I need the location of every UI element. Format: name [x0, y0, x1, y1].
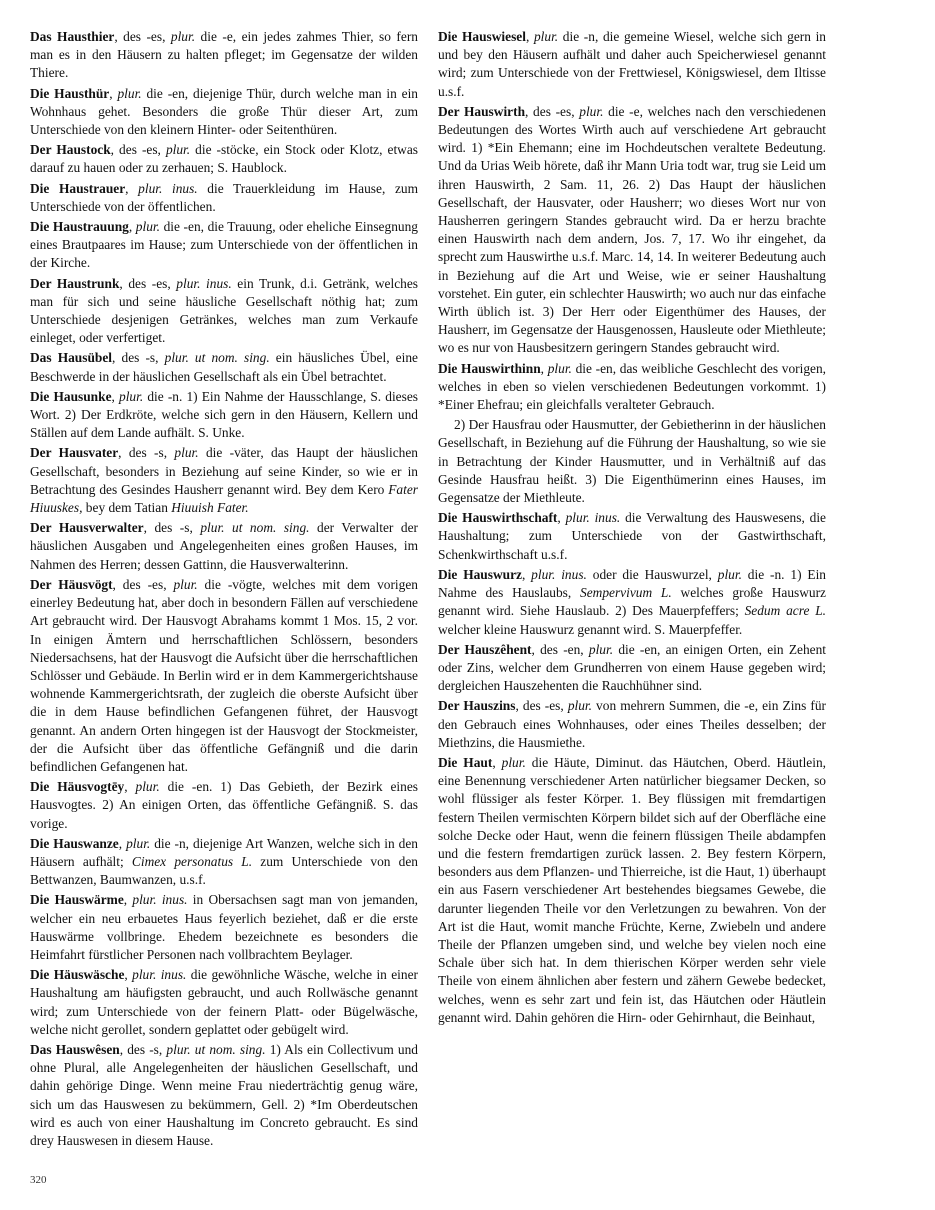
entry-text: die -stöcke, ein Stock oder Klotz, etwas darauf zu hauen oder zu zerhauen; S. Haublock.: [30, 142, 418, 176]
entry-text: , des -es,: [112, 576, 174, 592]
entry-text: 1) Als ein Collectivum und ohne Plural, alle Angelegenheiten der häuslichen Gesellschaft, und dahin gehörige Dinge. Wenn meine Frau niederträchtig genug wäre, sich um das Hauswesen zu bekümmern, Gell. 2) *Im Oberdeutschen wird es auch von einer Haushaltung im Concreto gebraucht. Es sind drey Hauswesen in diesem Hause.: [30, 1041, 418, 1148]
dictionary-entry: [30, 349, 418, 385]
dictionary-entry: [30, 218, 418, 273]
entry-headword: Die Hauswurz: [438, 566, 522, 582]
entry-headword: Die Hauswanze: [30, 835, 119, 851]
dictionary-entry: [30, 180, 418, 216]
entry-text: von mehrern Summen, die -e, ein Zins für den Gebrauch eines Wohnhauses, oder eines Theiles desselben; der Miethzins, die Hausmiethe.: [438, 698, 827, 750]
entry-text: ein häusliches Übel, eine Beschwerde in der häuslichen Gesellschaft als ein Übel betrachtet.: [30, 350, 418, 384]
dictionary-entry: [438, 360, 826, 415]
entry-text: , des -s,: [118, 445, 175, 461]
dictionary-entry: [30, 835, 418, 890]
entry-headword: Der Hausverwalter: [30, 520, 144, 536]
entry-text: ,: [540, 360, 548, 376]
entry-italic-text: plur.: [135, 219, 160, 235]
entry-text: ,: [492, 754, 502, 770]
entry-italic-text: Hiuuish Fater.: [171, 500, 249, 516]
dictionary-entry: [30, 85, 418, 140]
entry-text: die -väter, das Haupt der häuslichen Gesellschaft, besonders in Beziehung auf seine Kinder, so wie er in Betrachtung des Gesindes Hausherr genannt wird. Bey dem Kero: [30, 445, 418, 497]
entry-text: ein Trunk, d.i. Getränk, welches man für sich und seine häusliche Gesellschaft nöthig hat; zum Unterschiede desjenigen Getränkes, welches man zum Verkaufe einleget, oder verfertiget.: [30, 275, 419, 346]
left-column: [30, 28, 418, 1152]
entry-text: ,: [111, 388, 120, 404]
entry-italic-text: plur.: [119, 388, 144, 404]
dictionary-entry: [438, 566, 826, 639]
entry-text: die Häute, Diminut. das Häutchen, Oberd. Häutlein, eine Benennung verschiedener Arten natürlicher biegsamer Decken, so wohl flüssiger als fester Körper. 1. Bey flüssigen mit fremdartigen festern Theilen vermischten Körpern bildet sich auf der Oberfläche eine solche Decke oder Haut, wenn die feinern flüssigen Theile abdampfen und die festern fremdartigen zurück lassen. 2. Bey festern Körpern, besonders aus dem Pflanzen- und Thierreiche, ist die Haut, 1) überhaupt ein aus Fasern verschiedener Art bestehendes biegsames Gewebe, die darunter liegenden Theile vor den Verletzungen zu bewahren. Von der Art ist die Haut, womit manche Früchte, Kerne, Zwiebeln und andere Theile der Pflanzen umgeben sind, und welche bey vielen noch eine Schale über sich hat. In dem thierischen Körper werden sehr viele Theile von einem ähnlichen aber festern und zähern Gewebe bedecket, welches, wenn es sehr zart und fein ist, das Häutchen oder Häutlein genannt wird. Dahin gehören die Hirn- oder Gehirnhaut, die Beinhaut,: [438, 754, 827, 1025]
dictionary-entry: [438, 697, 826, 752]
dictionary-entry: [438, 416, 826, 507]
dictionary-entry: [30, 891, 418, 964]
entry-text: ,: [521, 566, 532, 582]
entry-italic-text: plur. inus.: [132, 892, 188, 908]
entry-text: ,: [123, 892, 133, 908]
entry-text: der Verwalter der häuslichen Ausgaben und Angelegenheiten eines großen Hauses, im Nahmen des Herren; dessen Gattinn, die Hausverwalterinn.: [30, 520, 418, 572]
dictionary-entry: [30, 275, 418, 348]
entry-italic-text: plur.: [533, 29, 559, 44]
entry-text: zum Unterschiede von den Bettwanzen, Baumwanzen, u.s.f.: [30, 853, 418, 888]
entry-headword: Die Hauswirthschaft: [438, 510, 558, 526]
entry-italic-text: plur. inus.: [531, 566, 587, 582]
entry-text: die -e, ein jedes zahmes Thier, so fern man es in den Häusern zu halten pfleget; im Gegensatze der wilden Thiere.: [30, 29, 418, 81]
entry-text: , des -s,: [112, 350, 165, 366]
entry-italic-text: plur. ut nom. sing.: [166, 1041, 266, 1057]
entry-text: die -en, diejenige Thür, durch welche man in ein Wohnhaus gehet. Besonders die große Thür dieser Art, zum Unterschiede von den kleinern Hinter- oder Seitenthüren.: [30, 85, 418, 138]
entry-italic-text: plur. inus.: [176, 275, 232, 291]
entry-headword: Der Häusvögt: [30, 576, 113, 592]
entry-text: ,: [109, 85, 118, 101]
entry-italic-text: plur.: [173, 576, 198, 592]
entry-headword: Der Hauszins: [438, 698, 516, 714]
entry-italic-text: plur.: [174, 445, 199, 461]
entry-text: ,: [124, 967, 133, 983]
entry-italic-text: plur.: [170, 29, 196, 44]
dictionary-entry: [30, 1041, 418, 1150]
entry-text: die -en, die Trauung, oder eheliche Einsegnung eines Brautpaares im Hause; zum Unterschiede von der öffentlichen in der Kirche.: [30, 219, 418, 271]
dictionary-entry: [30, 966, 418, 1039]
entry-text: ,: [128, 219, 136, 235]
entry-italic-text: plur. inus.: [138, 180, 198, 196]
entry-headword: Das Hausthier: [30, 29, 115, 44]
entry-italic-text: plur.: [588, 641, 614, 657]
entry-italic-text: plur.: [567, 698, 592, 714]
entry-text: , des -s,: [143, 520, 201, 536]
entry-headword: Die Haustrauer: [30, 180, 126, 196]
entry-italic-text: plur.: [135, 779, 160, 795]
entry-italic-text: Sedum acre L.: [744, 603, 826, 619]
entry-italic-text: plur.: [501, 754, 526, 770]
entry-text: die Trauerkleidung im Hause, zum Unterschiede von der öffentlichen.: [30, 180, 418, 214]
dictionary-entry: [30, 141, 418, 177]
entry-text: , des -es,: [525, 103, 580, 119]
dictionary-entry: [438, 754, 826, 1027]
page-number: 320: [30, 1174, 47, 1186]
entry-text: welches große Hauswurz genannt wird. Siehe Hauslaub. 2) Des Mauerpfeffers;: [438, 585, 826, 619]
dictionary-entry: [30, 576, 418, 776]
dictionary-page: [30, 28, 905, 1178]
entry-headword: Der Hauswirth: [438, 103, 526, 119]
entry-text: die gewöhnliche Wäsche, welche in einer Haushaltung am häufigsten gebraucht, und auch Rollwäsche genannt wird; zum Unterschiede von der feinern Platt- oder Bügelwäsche, welche nicht gerollet, sondern geplattet oder gebügelt wird.: [30, 967, 418, 1037]
entry-headword: Die Haustrauung: [30, 219, 129, 235]
right-column: [438, 28, 826, 1029]
entry-text: ,: [118, 835, 127, 851]
entry-text: die -n, diejenige Art Wanzen, welche sich in den Häusern aufhält;: [30, 835, 419, 869]
entry-text: ,: [124, 779, 136, 795]
entry-text: die -en, an einigen Orten, ein Zehent oder Zins, welcher dem Grundherren von einem Hause gegeben wird; dergleichen Hauszehenten die Rauchhühner sind.: [438, 641, 826, 694]
entry-text: die -e, welches nach den verschiedenen Bedeutungen des Wortes Wirth auch auf verschiedene Art gebraucht wird. 1) *Ein Ehemann; eine im Hochdeutschen veraltete Bedeutung. Und da Urias Weib hörete, daß ihr Mann Uria todt war, trug sie Leid um ihren Hauswirth, 2 Sam. 11, 26. 2) Das Haupt der häuslichen Gesellschaft, der Hausvater, oder Hausherr; wo dieses Wort nur von Hausherren geringern Standes gebraucht wird. Da er herzu brachte einen Hauswirth nach dem andern, Jos. 7, 17. Wo ihr eingehet, da sprecht zum Hauswirthe u.s.f. Marc. 14, 14. In weiterer Bedeutung auch in Beziehung auf die Art und Weise, wie er seiner Haushaltung vorstehet. Ein guter, ein schlechter Hauswirth; wo auch nur das einfache Wirth üblich ist. 3) Der Herr oder Eigenthümer des Hauses, der Hausherr, im Gegensatze der Hausgenossen, Hausleute oder Miethleute; wo es nur von Hausbesitzern geringern Standes gebraucht wird.: [438, 103, 826, 356]
entry-italic-text: plur.: [547, 360, 572, 376]
entry-text: bey dem Tatian: [82, 500, 172, 516]
entry-text: die -vögte, welches mit dem vorigen einerley Bedeutung hat, aber doch in besondern Fällen auf verschiedene Art gebraucht wird. Der Hausvogt Abrahams kommt 1 Mos. 15, 2 vor. In einigen Ämtern und herrschaftlichen Schlössern, besonders Niedersachsens, hat der Hausvogt die Aufsicht über die herrschaftlichen Schlösser und Gebäude. In Berlin wird er in dem Kammergerichtshause wohnende Kammergerichtsrath, der zugleich die oberste Aufsicht über die in dem Hause befindlichen Gefangenen führet, der Hausvogt genannt. An andern Orten hingegen ist der Hausvogt der Stockmeister, der die Aufsicht über das öffentliche Gefängniß und die darin befindlichen Gefangenen hat.: [30, 576, 418, 774]
entry-text: , des -en,: [531, 641, 589, 657]
entry-headword: Der Hauszêhent: [438, 641, 532, 657]
entry-headword: Das Hausübel: [30, 350, 113, 366]
dictionary-entry: [30, 519, 418, 574]
entry-italic-text: plur.: [717, 566, 742, 582]
entry-headword: Der Haustock: [30, 142, 111, 158]
dictionary-entry: [30, 444, 418, 517]
entry-italic-text: plur. ut nom. sing.: [200, 520, 310, 536]
entry-headword: Die Hauswirthinn: [438, 360, 541, 376]
entry-text: die Verwaltung des Hauswesens, die Haushaltung; zum Unterschiede von der Gastwirthschaft, Schenkwirthschaft u.s.f.: [438, 510, 826, 562]
entry-headword: Der Haustrunk: [30, 275, 120, 291]
entry-italic-text: plur. inus.: [565, 510, 621, 526]
entry-text: , des -es,: [515, 698, 568, 714]
entry-headword: Die Hausunke: [30, 388, 112, 404]
entry-text: oder die Hauswurzel,: [586, 566, 718, 582]
entry-text: ,: [557, 510, 566, 526]
entry-text: , des -s,: [119, 1041, 167, 1057]
entry-headword: Die Hauswärme: [30, 892, 124, 908]
dictionary-entry: [30, 388, 418, 443]
entry-headword: Die Häusvogtēy: [30, 779, 125, 795]
entry-headword: Die Hausthür: [30, 85, 110, 101]
entry-italic-text: Cimex personatus L.: [131, 853, 253, 869]
entry-italic-text: Sempervivum L.: [580, 585, 672, 601]
entry-headword: Die Haut: [438, 754, 493, 770]
entry-italic-text: plur.: [579, 103, 604, 119]
entry-text: welcher kleine Hauswurz genannt wird. S. Mauerpfeffer.: [438, 621, 743, 637]
dictionary-entry: [438, 103, 826, 358]
entry-headword: Die Hauswiesel: [438, 29, 526, 44]
entry-text: die -en. 1) Das Gebieth, der Bezirk eines Hausvogtes. 2) An einigen Orten, das öffentliche Gefängniß. S. das vorige.: [30, 779, 418, 831]
entry-text: die -n. 1) Ein Nahme des Hauslaubs,: [438, 566, 826, 601]
entry-text: die -n, die gemeine Wiesel, welche sich gern in und bey den Häusern aufhält und daher auch Speicherwiesel genannt wird; zum Unterschiede von der Frettwiesel, Königswiesel, dem Iltisse u.s.f.: [438, 29, 826, 99]
entry-italic-text: plur.: [165, 142, 191, 158]
entry-text: die -n. 1) Ein Nahme der Hausschlange, S. dieses Wort. 2) Der Erdkröte, welche sich gern in den Häusern, Kellern und Ställen auf dem Lande aufhält. S. Unke.: [30, 388, 418, 441]
entry-text: die -en, das weibliche Geschlecht des vorigen, welches in eben so vielen verschiedenen Bedeutungen vorkommt. 1) *Einer Ehefrau; ein gleichfalls veralteter Gebrauch.: [438, 360, 827, 413]
dictionary-entry: [30, 778, 418, 833]
dictionary-entry: [30, 28, 418, 83]
dictionary-entry: [438, 509, 826, 564]
entry-text: , des -es,: [119, 275, 177, 291]
entry-headword: Die Häuswäsche: [30, 967, 125, 983]
entry-text: , des -es,: [110, 142, 166, 158]
dictionary-entry: [438, 28, 826, 101]
entry-text: 2) Der Hausfrau oder Hausmutter, der Gebietherinn in der häuslichen Gesellschaft, in Beziehung auf die Führung der Haushaltung, so wie sie in Betrachtung der Kinder Hausmutter, und in Verhältniß auf das Gesinde Hausfrau heißt. 3) Die Eigenthümerinn eines Hauses, im Gegensatze der Miethleute.: [438, 417, 826, 506]
entry-italic-text: plur. inus.: [132, 967, 187, 983]
entry-text: , des -es,: [114, 29, 171, 44]
entry-headword: Das Hauswêsen: [30, 1041, 120, 1057]
entry-text: ,: [525, 29, 534, 44]
entry-italic-text: plur.: [126, 835, 151, 851]
entry-text: ,: [125, 180, 139, 196]
entry-headword: Der Hausvater: [30, 445, 119, 461]
entry-italic-text: Fater Hiuuskes,: [30, 481, 418, 516]
entry-italic-text: plur. ut nom. sing.: [164, 350, 270, 366]
dictionary-entry: [438, 641, 826, 696]
entry-text: in Obersachsen sagt man von jemanden, welcher ein neu erbauetes Haus feyerlich beziehet, daß er die erste Hauswärme vollbringe. Ehedem bezeichnete es besonders die Heimfahrt fürstlicher Personen nach vollbrachtem Beylager.: [30, 892, 419, 962]
entry-italic-text: plur.: [117, 85, 142, 101]
